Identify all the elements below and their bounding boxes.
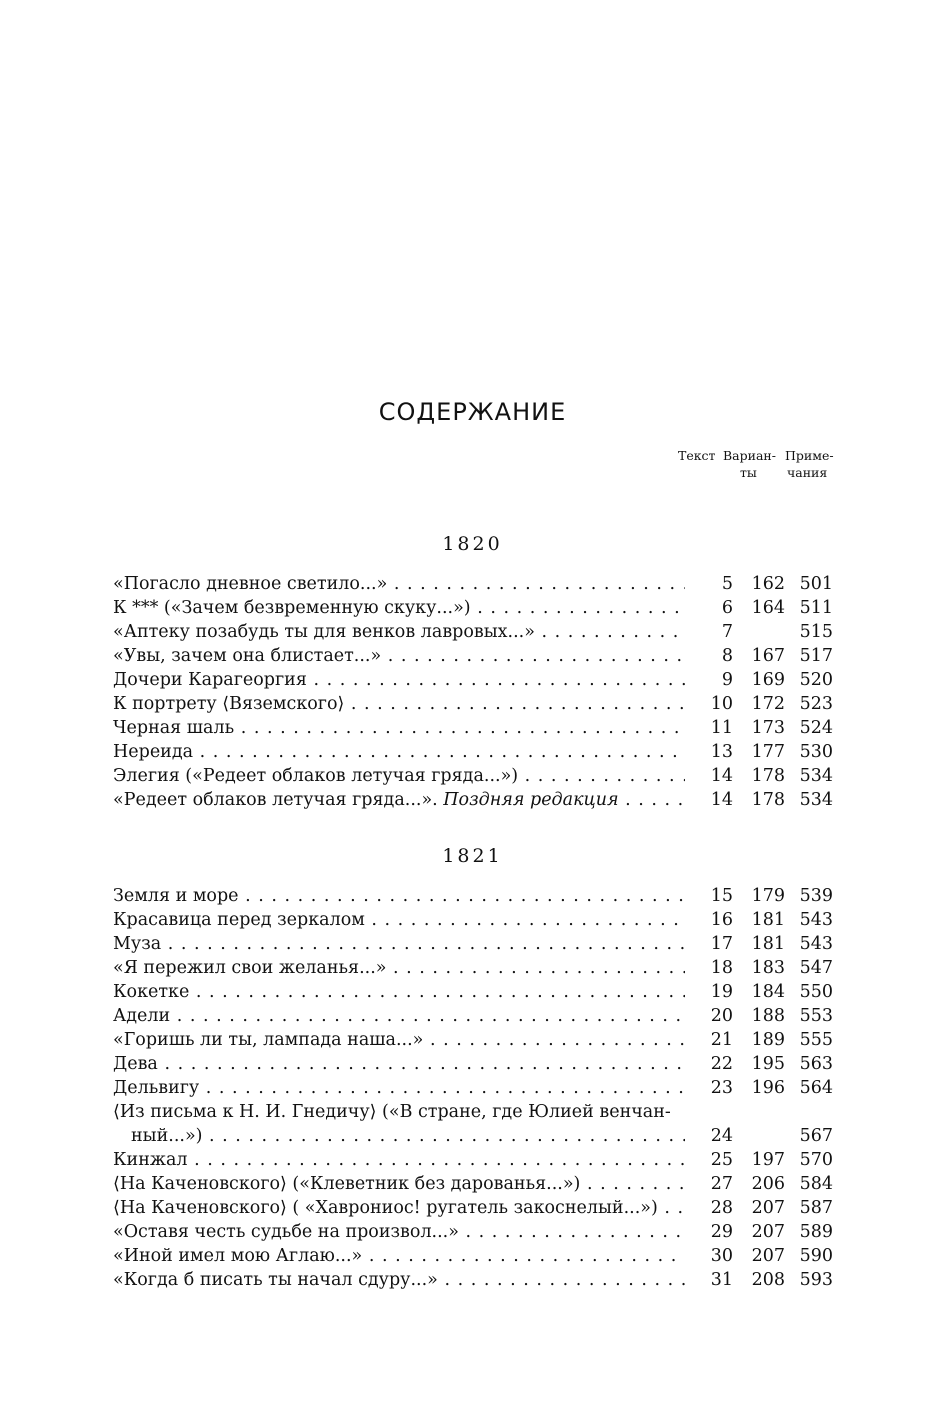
toc-entry bbox=[113, 596, 835, 620]
page-variants: 172 bbox=[751, 694, 785, 714]
page-notes: 524 bbox=[799, 718, 833, 738]
toc-entry-title bbox=[113, 884, 685, 908]
section-year-heading: 1820 bbox=[442, 533, 503, 555]
page-text: 20 bbox=[710, 1006, 733, 1026]
page-variants: 183 bbox=[751, 958, 785, 978]
toc-entry-title-text: «Погасло дневное светило...» bbox=[113, 574, 388, 594]
toc-entry-title bbox=[113, 1244, 685, 1268]
toc-entry-title bbox=[113, 740, 685, 764]
toc-entry-title-text: ⟨На Каченовского⟩ («Клеветник без дарованья...») bbox=[113, 1174, 581, 1194]
page-variants: 195 bbox=[751, 1054, 785, 1074]
toc-entry-title bbox=[113, 1196, 685, 1220]
page-text: 17 bbox=[710, 934, 733, 954]
page-text: 25 bbox=[710, 1150, 733, 1170]
page-notes: 589 bbox=[799, 1222, 833, 1242]
toc-entry-title-text: Земля и море bbox=[113, 886, 239, 906]
page-notes: 553 bbox=[799, 1006, 833, 1026]
toc-entry bbox=[113, 620, 835, 644]
toc-entry-title-text: Адели bbox=[113, 1006, 171, 1026]
toc-entry-title bbox=[113, 1148, 685, 1172]
page-variants: 162 bbox=[751, 574, 785, 594]
column-variants-label-cont: ты bbox=[740, 465, 757, 480]
page-notes: 534 bbox=[799, 790, 833, 810]
toc-entry-title bbox=[113, 572, 685, 596]
page-variants: 177 bbox=[751, 742, 785, 762]
page-text: 7 bbox=[721, 622, 733, 642]
toc-entry-title-text: Красавица перед зеркалом bbox=[113, 910, 365, 930]
toc-entry-title-text: «Увы, зачем она блистает...» bbox=[113, 646, 382, 666]
toc-entry-title bbox=[113, 932, 685, 956]
toc-entry-title bbox=[113, 908, 685, 932]
page-variants: 179 bbox=[751, 886, 785, 906]
toc-entry-title bbox=[113, 1076, 685, 1100]
page-text: 6 bbox=[721, 598, 733, 618]
page-text: 5 bbox=[721, 574, 733, 594]
page-variants: 184 bbox=[751, 982, 785, 1002]
page-notes: 593 bbox=[799, 1270, 833, 1290]
page-variants: 178 bbox=[751, 766, 785, 786]
toc-entry bbox=[113, 1028, 835, 1052]
toc-entry bbox=[113, 980, 835, 1004]
page-notes: 555 bbox=[799, 1030, 833, 1050]
toc-entry bbox=[113, 716, 835, 740]
toc-entry-title bbox=[113, 788, 685, 812]
toc-entry bbox=[113, 740, 835, 764]
toc-entry bbox=[113, 932, 835, 956]
toc-entry-title-text: Черная шаль bbox=[113, 718, 235, 738]
page-text: 29 bbox=[710, 1222, 733, 1242]
page-variants: 196 bbox=[751, 1078, 785, 1098]
toc-entry bbox=[113, 1196, 835, 1220]
page-text: 8 bbox=[721, 646, 733, 666]
column-text-label: Текст bbox=[678, 448, 716, 463]
toc-entry-title-text: Дева bbox=[113, 1054, 158, 1074]
toc-entry bbox=[113, 692, 835, 716]
page-notes: 520 bbox=[799, 670, 833, 690]
page-text: 21 bbox=[710, 1030, 733, 1050]
column-notes-label: Приме- bbox=[785, 448, 834, 463]
toc-entry bbox=[113, 1076, 835, 1100]
toc-entry bbox=[113, 764, 835, 788]
toc-entry-title bbox=[113, 1220, 685, 1244]
toc-entry-title-italic: Поздняя редакция bbox=[443, 790, 619, 810]
toc-entry-title-text: ⟨На Каченовского⟩ ( «Хаврониос! ругатель закоснелый...») bbox=[113, 1198, 658, 1218]
toc-entry-title-text: К *** («Зачем безвременную скуку...») bbox=[113, 598, 471, 618]
page-notes: 511 bbox=[799, 598, 833, 618]
page-notes: 547 bbox=[799, 958, 833, 978]
page-notes: 515 bbox=[799, 622, 833, 642]
toc-entry-line bbox=[113, 1100, 835, 1124]
page-notes: 564 bbox=[799, 1078, 833, 1098]
page-notes: 517 bbox=[799, 646, 833, 666]
page-text: 24 bbox=[710, 1126, 733, 1146]
page-variants: 206 bbox=[751, 1174, 785, 1194]
page-variants: 173 bbox=[751, 718, 785, 738]
toc-entry-title-text: «Когда б писать ты начал сдуру...» bbox=[113, 1270, 438, 1290]
page-notes: 539 bbox=[799, 886, 833, 906]
column-notes-label-cont: чания bbox=[787, 465, 828, 480]
page-text: 18 bbox=[710, 958, 733, 978]
toc-entry bbox=[113, 1268, 835, 1292]
page-notes: 590 bbox=[799, 1246, 833, 1266]
page-notes: 530 bbox=[799, 742, 833, 762]
toc-entry bbox=[113, 956, 835, 980]
toc-entry-title-text: «Редеет облаков летучая гряда...». bbox=[113, 790, 438, 810]
page-title: СОДЕРЖАНИЕ bbox=[378, 398, 567, 426]
page-text: 10 bbox=[710, 694, 733, 714]
page-text: 30 bbox=[710, 1246, 733, 1266]
toc-entry-title bbox=[113, 692, 685, 716]
toc-entry-title-text: Муза bbox=[113, 934, 162, 954]
toc-entry-title bbox=[113, 1052, 685, 1076]
page-variants: 197 bbox=[751, 1150, 785, 1170]
page-text: 14 bbox=[710, 790, 733, 810]
toc-entry-title bbox=[113, 764, 685, 788]
page-text: 9 bbox=[721, 670, 733, 690]
toc-entry-title bbox=[113, 1268, 685, 1292]
toc-entry-title bbox=[113, 668, 685, 692]
toc-entry-title-cont: ный...») bbox=[131, 1126, 203, 1146]
page-variants: 207 bbox=[751, 1198, 785, 1218]
toc-entry-title bbox=[113, 1124, 685, 1148]
page-text: 16 bbox=[710, 910, 733, 930]
page-text: 23 bbox=[710, 1078, 733, 1098]
page-notes: 587 bbox=[799, 1198, 833, 1218]
toc-entry-title bbox=[113, 956, 685, 980]
page-text: 31 bbox=[710, 1270, 733, 1290]
page-variants: 207 bbox=[751, 1222, 785, 1242]
toc-entry bbox=[113, 908, 835, 932]
page-notes: 534 bbox=[799, 766, 833, 786]
page-variants: 169 bbox=[751, 670, 785, 690]
toc-entry-title-text: К портрету ⟨Вяземского⟩ bbox=[113, 694, 345, 714]
page-variants: 181 bbox=[751, 934, 785, 954]
toc-entry bbox=[113, 668, 835, 692]
toc-entry bbox=[113, 1172, 835, 1196]
toc-entry-title bbox=[113, 620, 685, 644]
toc-entry-title-text: Дельвигу bbox=[113, 1078, 200, 1098]
toc-entry bbox=[113, 1124, 835, 1148]
toc-entry bbox=[113, 572, 835, 596]
toc-entry-title-text: «Я пережил свои желанья...» bbox=[113, 958, 387, 978]
page-text: 22 bbox=[710, 1054, 733, 1074]
page-notes: 543 bbox=[799, 910, 833, 930]
page-variants: 188 bbox=[751, 1006, 785, 1026]
toc-entry-title-text: Нереида bbox=[113, 742, 194, 762]
toc-entry-title-text: «Аптеку позабудь ты для венков лавровых...» bbox=[113, 622, 535, 642]
page-text: 19 bbox=[710, 982, 733, 1002]
toc-entry bbox=[113, 644, 835, 668]
page-text: 11 bbox=[710, 718, 733, 738]
toc-entry-title bbox=[113, 716, 685, 740]
page-variants: 189 bbox=[751, 1030, 785, 1050]
toc-entry-title-text: Дочери Карагеоргия bbox=[113, 670, 307, 690]
toc-entry-title: ⟨Из письма к Н. И. Гнедичу⟩ («В стране, где Юлией венчан- bbox=[113, 1102, 671, 1122]
page-variants: 167 bbox=[751, 646, 785, 666]
toc-entry bbox=[113, 788, 835, 812]
page-notes: 563 bbox=[799, 1054, 833, 1074]
toc-entry-title-text: Кинжал bbox=[113, 1150, 188, 1170]
page-text: 13 bbox=[710, 742, 733, 762]
toc-entry-title-text: «Оставя честь судьбе на произвол...» bbox=[113, 1222, 459, 1242]
page-variants: 207 bbox=[751, 1246, 785, 1266]
toc-entry-title-text: «Иной имел мою Аглаю...» bbox=[113, 1246, 363, 1266]
page-notes: 584 bbox=[799, 1174, 833, 1194]
page-variants: 178 bbox=[751, 790, 785, 810]
page-notes: 550 bbox=[799, 982, 833, 1002]
toc-entry-title bbox=[113, 596, 685, 620]
toc-entry bbox=[113, 1148, 835, 1172]
toc-entry-title bbox=[113, 644, 685, 668]
toc-entry-title-text: «Горишь ли ты, лампада наша...» bbox=[113, 1030, 424, 1050]
toc-entry-title bbox=[113, 1172, 685, 1196]
page-variants: 164 bbox=[751, 598, 785, 618]
toc-entry-title bbox=[113, 1004, 685, 1028]
page-text: 15 bbox=[710, 886, 733, 906]
page-notes: 567 bbox=[799, 1126, 833, 1146]
page-text: 27 bbox=[710, 1174, 733, 1194]
page-variants: 181 bbox=[751, 910, 785, 930]
section-year-heading: 1821 bbox=[442, 845, 503, 867]
column-headers bbox=[665, 448, 840, 488]
page-text: 14 bbox=[710, 766, 733, 786]
page-notes: 501 bbox=[799, 574, 833, 594]
column-variants-label: Вариан- bbox=[723, 448, 776, 463]
toc-entry-title bbox=[113, 980, 685, 1004]
toc-entry bbox=[113, 884, 835, 908]
toc-entry bbox=[113, 1220, 835, 1244]
page-notes: 570 bbox=[799, 1150, 833, 1170]
page-variants: 208 bbox=[751, 1270, 785, 1290]
page-notes: 523 bbox=[799, 694, 833, 714]
toc-entry-title-text: Элегия («Редеет облаков летучая гряда...») bbox=[113, 766, 519, 786]
toc-entry-title-text: Кокетке bbox=[113, 982, 190, 1002]
page-text: 28 bbox=[710, 1198, 733, 1218]
toc-entry bbox=[113, 1244, 835, 1268]
page-notes: 543 bbox=[799, 934, 833, 954]
toc-entry-title bbox=[113, 1028, 685, 1052]
toc-entry bbox=[113, 1052, 835, 1076]
toc-entry bbox=[113, 1004, 835, 1028]
